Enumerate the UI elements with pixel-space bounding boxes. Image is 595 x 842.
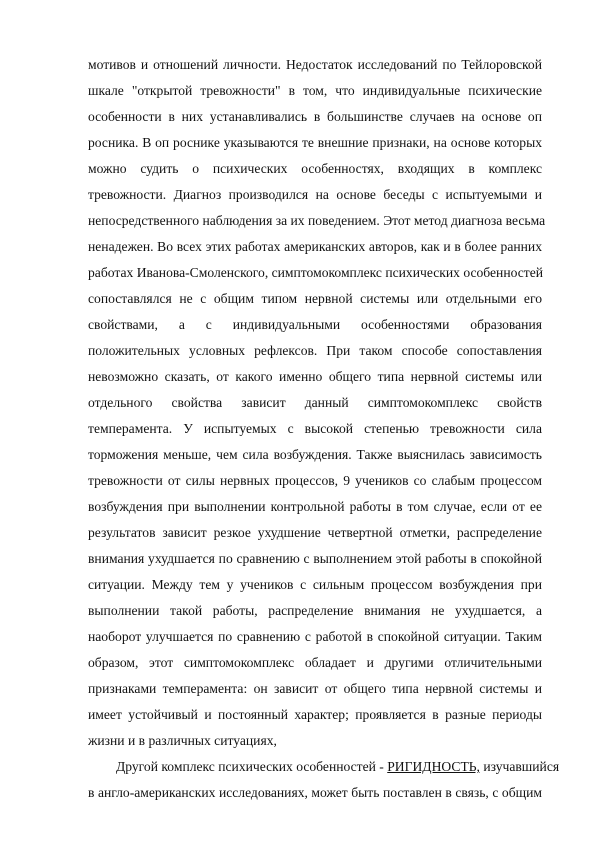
text-line: наоборот улучшается по сравнению с работой в спокойной ситуации. Таким — [88, 629, 542, 644]
text-line: в англо-американских исследованиях, может быть поставлен в связь, с общим — [88, 785, 542, 800]
paragraph-text: Другой комплекс психических особенностей - — [116, 759, 388, 774]
text-line: выполнении такой работы, распределение внимания не ухудшается, а — [88, 603, 542, 618]
text-line: жизни и в различных ситуациях, — [88, 733, 277, 748]
text-line: свойствами, а с индивидуальными особенностями образования — [88, 317, 542, 332]
text-block — [88, 52, 560, 806]
text-line: сопоставлялся не с общим типом нервной системы или отдельными его — [88, 291, 542, 306]
paragraph-text: изучавшийся — [479, 759, 560, 774]
text-line: росника. В оп роснике указываются те внешние признаки, на основе которых — [88, 135, 542, 150]
text-line: отдельного свойства зависит данный симптомокомплекс свойств — [88, 395, 542, 410]
text-line: ненадежен. Во всех этих работах американских авторов, как и в более ранних — [88, 239, 542, 254]
text-line: возбуждения при выполнении контрольной работы в том случае, если от ее — [88, 499, 542, 514]
text-line: образом, этот симптомокомплекс обладает и другими отличительными — [88, 655, 542, 670]
text-line: имеет устойчивый и постоянный характер; проявляется в разные периоды — [88, 707, 542, 722]
text-line: тревожности от силы нервных процессов, 9 учеников со слабым процессом — [88, 473, 542, 488]
text-line: темперамента. У испытуемых с высокой степенью тревожности сила — [88, 421, 542, 436]
text-line: результатов зависит резкое ухудшение четвертной отметки, распределение — [88, 525, 542, 540]
text-line: работах Иванова-Смоленского, симптомокомплекс психических особенностей — [88, 265, 544, 280]
text-line: непосредственного наблюдения за их поведением. Этот метод диагноза весьма — [88, 213, 546, 228]
underlined-term: РИГИДНОСТЬ, — [387, 759, 480, 774]
text-line: ситуации. Между тем у учеников с сильным процессом возбуждения при — [88, 577, 542, 592]
text-line: шкале "открытой тревожности" в том, что индивидуальные психические — [88, 83, 542, 98]
text-line: особенности в них устанавливались в большинстве случаев на основе оп — [88, 109, 542, 124]
text-line: положительных условных рефлексов. При таком способе сопоставления — [88, 343, 542, 358]
text-line: внимания ухудшается по сравнению с выполнением этой работы в спокойной — [88, 551, 542, 566]
text-line: мотивов и отношений личности. Недостаток исследований по Тейлоровской — [88, 57, 542, 72]
text-line: можно судить о психических особенностях, входящих в комплекс — [88, 161, 542, 176]
text-line: торможения меньше, чем сила возбуждения. Также выяснилась зависимость — [88, 447, 542, 462]
text-line: невозможно сказать, от какого именно общего типа нервной системы или — [88, 369, 542, 384]
text-line: признаками темперамента: он зависит от общего типа нервной системы и — [88, 681, 542, 696]
paragraph-start-line — [88, 754, 560, 780]
text-line: тревожности. Диагноз производился на основе беседы с испытуемыми и — [88, 187, 542, 202]
